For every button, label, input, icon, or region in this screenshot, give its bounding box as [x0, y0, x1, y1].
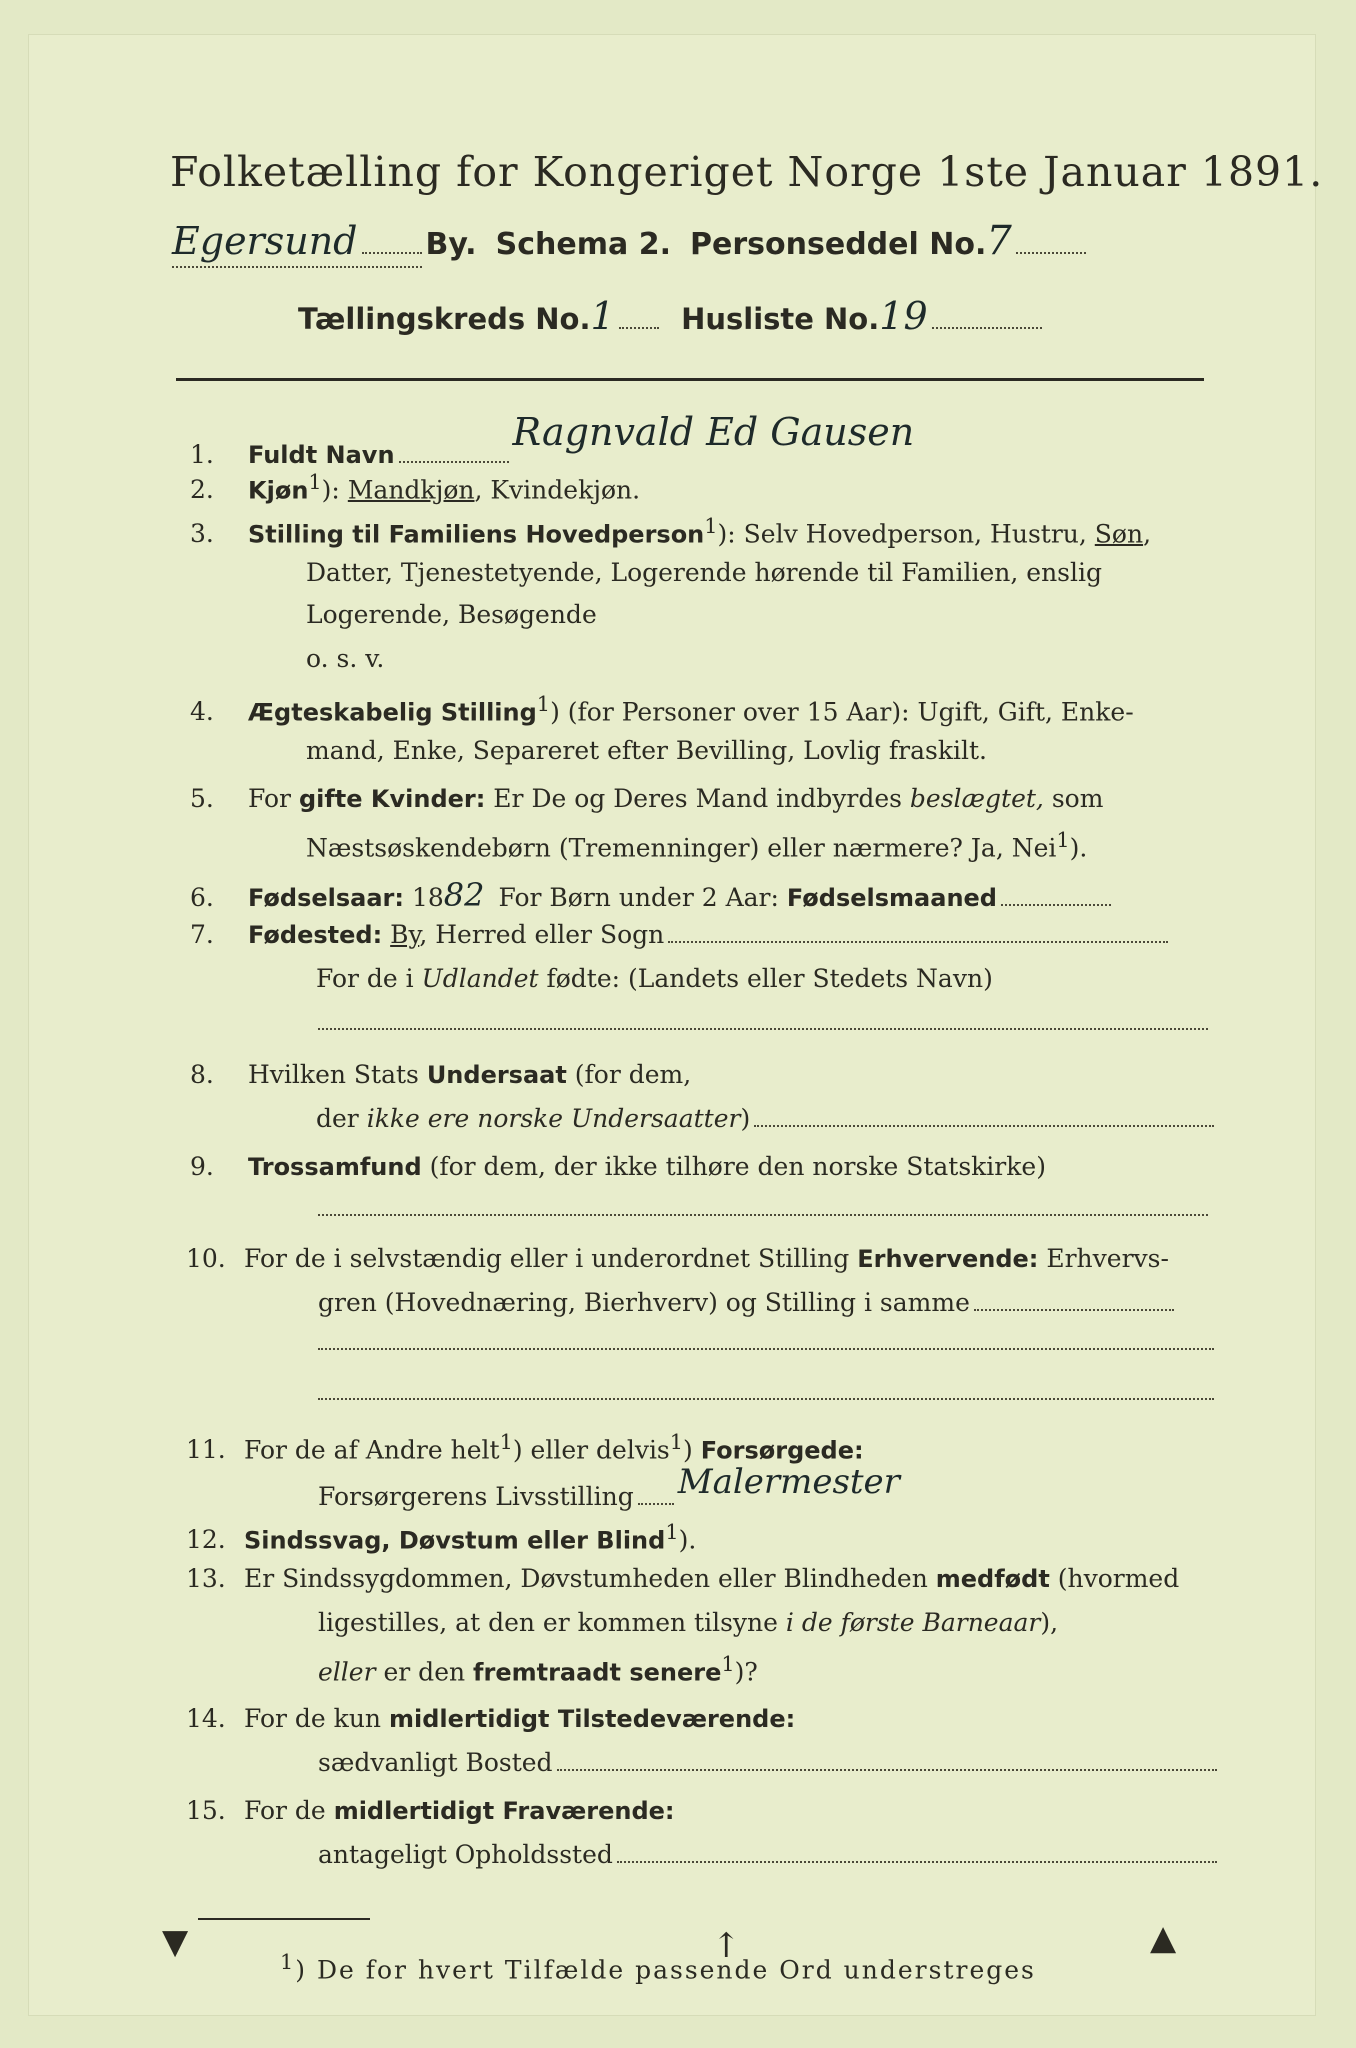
text: (for dem, der ikke tilhøre den norske Statskirke): [421, 1152, 1046, 1181]
form-title: Folketælling for Kongeriget Norge 1ste Januar 1891.: [170, 148, 1324, 196]
birth-year-value: 82: [443, 876, 485, 914]
item-7-line-2: [316, 964, 993, 993]
text: ),: [1040, 1608, 1059, 1637]
text: sædvanligt Bosted: [318, 1748, 553, 1777]
item-5-line-2: [306, 828, 1087, 862]
item-number: 3.: [190, 519, 214, 549]
header-kreds-line: [298, 294, 1046, 338]
text: , Kvindekjøn.: [474, 475, 641, 505]
item-3-line-4: o. s. v.: [306, 644, 385, 673]
item-number: 11.: [186, 1435, 226, 1465]
item-number: 12.: [186, 1525, 226, 1555]
item-number: 2.: [190, 475, 214, 505]
item-11: [186, 1430, 864, 1464]
italic-text: beslægtet,: [909, 784, 1044, 813]
dots: [754, 1124, 1214, 1127]
text: antageligt Opholdssted: [318, 1840, 613, 1869]
item-label: Kjøn: [248, 476, 309, 505]
text: For de kun: [244, 1704, 389, 1733]
husliste-no: 19: [879, 294, 928, 338]
dots: [619, 326, 659, 329]
text: Erhvervs-: [1038, 1244, 1169, 1273]
italic-text: eller: [318, 1657, 376, 1687]
item-13: [186, 1564, 1179, 1593]
dots: [362, 251, 422, 254]
item-label: Fødselsmaaned: [786, 884, 997, 912]
city-handwritten: Egersund: [172, 219, 358, 263]
item-label: Stilling til Familiens Hovedperson: [248, 520, 705, 549]
text: Er De og Deres Mand indbyrdes: [485, 784, 910, 813]
text: For de i: [316, 964, 422, 993]
item-10: [186, 1244, 1169, 1273]
corner-mark-left-icon: ▼: [162, 1922, 189, 1962]
dots: [668, 940, 1168, 943]
item-12: [186, 1520, 696, 1554]
italic-text: Udlandet: [421, 964, 539, 993]
item-4: [190, 692, 1134, 726]
item-label: Fuldt Navn: [248, 441, 395, 469]
text: ): Selv Hovedperson, Hustru,: [717, 519, 1095, 549]
item-3: [190, 514, 1151, 548]
kreds-no: 1: [590, 294, 615, 338]
footnote-ref: 1: [704, 514, 718, 538]
footnote-ref: 1: [669, 1430, 684, 1454]
text: ): [740, 1104, 751, 1133]
text: Forsørgerens Livsstilling: [318, 1482, 634, 1511]
item-number: 13.: [186, 1564, 226, 1593]
item-number: 9.: [190, 1152, 214, 1181]
item-label: Erhvervende:: [857, 1245, 1039, 1273]
text: Næstsøskendebørn (Tremenninger) eller nærmere? Ja, Nei: [306, 833, 1057, 863]
text: fødte: (Landets eller Stedets Navn): [538, 964, 993, 993]
text: , Herred eller Sogn: [419, 920, 665, 949]
item-15-line-2: [318, 1840, 1221, 1869]
text: ).: [678, 1525, 697, 1555]
item-label: Undersaat: [426, 1061, 567, 1089]
item-number: 8.: [190, 1060, 214, 1089]
schema-label: Schema 2.: [495, 227, 671, 262]
item-label: Trossamfund: [248, 1153, 422, 1181]
text: For de: [244, 1796, 334, 1825]
item-6: [190, 876, 1115, 914]
full-name-value: Ragnvald Ed Gausen: [512, 410, 915, 454]
item-label: gifte Kvinder:: [298, 785, 486, 813]
dots: [932, 326, 1042, 329]
italic-text: i de første Barneaar: [785, 1608, 1041, 1637]
header-divider: [176, 378, 1204, 381]
blank-dotted-line: [318, 1028, 1208, 1030]
text: er den: [375, 1657, 474, 1687]
footnote-ref: 1: [308, 470, 322, 494]
footnote: [280, 1950, 1036, 1984]
item-14: [186, 1704, 795, 1733]
item-label: Fødselsaar:: [248, 884, 404, 912]
item-8-line-2: [316, 1104, 1218, 1133]
item-label: Fødested:: [248, 921, 383, 949]
dots: [1016, 251, 1086, 254]
item-14-line-2: [318, 1748, 1221, 1777]
text: gren (Hovednæring, Bierhverv) og Stilling i samme: [318, 1288, 970, 1317]
footnote-ref: 1: [280, 1950, 296, 1974]
text: For: [248, 784, 299, 813]
text: )?: [734, 1657, 758, 1687]
text: Hvilken Stats: [248, 1060, 427, 1089]
option-mandkjon-underlined: Mandkjøn: [347, 475, 475, 505]
dots: [557, 1768, 1217, 1771]
header-city-line: [172, 218, 1090, 264]
item-5: [190, 784, 1103, 813]
text: der: [316, 1104, 367, 1133]
personseddel-no: 7: [986, 218, 1012, 264]
item-3-line-3: Logerende, Besøgende: [306, 600, 597, 629]
option-by-underlined: By: [390, 920, 420, 949]
item-15: [186, 1796, 675, 1825]
dots: [638, 1502, 674, 1505]
text: ) (for Personer over 15 Aar): Ugift, Gift, Enke-: [550, 697, 1134, 727]
item-8: [190, 1060, 691, 1089]
item-label: Sindssvag, Døvstum eller Blind: [244, 1526, 666, 1555]
text: For de af Andre helt: [244, 1435, 500, 1465]
text: som: [1043, 784, 1104, 813]
item-number: 14.: [186, 1704, 226, 1733]
blank-dotted-line: [318, 1348, 1214, 1350]
city-dots: [172, 266, 422, 268]
text: Er Sindssygdommen, Døvstumheden eller Blindheden: [244, 1564, 936, 1593]
item-2: [190, 470, 640, 504]
text: ) eller delvis: [512, 1435, 670, 1465]
blank-dotted-line: [318, 1214, 1208, 1216]
footnote-ref: 1: [721, 1652, 735, 1676]
footnote-text: ) De for hvert Tilfælde passende Ord understreges: [295, 1955, 1036, 1985]
text: (for dem,: [566, 1060, 692, 1089]
item-1: [190, 410, 915, 472]
item-13-line-3: [318, 1652, 758, 1686]
item-label: Ægteskabelig Stilling: [248, 698, 537, 727]
item-number: 5.: [190, 784, 214, 813]
footnote-ref: 1: [1056, 828, 1070, 852]
item-number: 6.: [190, 883, 214, 912]
text: ,: [1143, 519, 1152, 549]
item-10-line-2: [318, 1288, 1178, 1317]
item-4-line-2: mand, Enke, Separeret efter Bevilling, Lovlig fraskilt.: [306, 736, 987, 765]
option-son-underlined: Søn: [1094, 519, 1144, 549]
item-label: midlertidigt Tilstedeværende:: [388, 1705, 796, 1733]
personseddel-label: Personseddel No.: [690, 227, 987, 262]
item-label: fremtraadt senere: [473, 1658, 722, 1687]
corner-mark-right-icon: ▲: [1150, 1918, 1177, 1958]
kreds-label: Tællingskreds No.: [298, 302, 591, 336]
item-11-line-2: [318, 1462, 900, 1514]
dots: [399, 460, 509, 463]
dots: [974, 1308, 1174, 1311]
text: ligestilles, at den er kommen tilsyne: [318, 1608, 786, 1637]
text: (hvormed: [1049, 1564, 1180, 1593]
italic-text: ikke ere norske Undersaatter: [366, 1104, 741, 1133]
text: For de i selvstændig eller i underordnet Stilling: [244, 1244, 858, 1273]
text: 18: [404, 883, 444, 912]
item-number: 7.: [190, 920, 214, 949]
item-number: 10.: [186, 1244, 226, 1273]
item-number: 15.: [186, 1796, 226, 1825]
footnote-ref: 1: [665, 1520, 679, 1544]
item-7: [190, 920, 1172, 949]
text: ): [683, 1435, 701, 1465]
text: For Børn under 2 Aar:: [498, 883, 787, 912]
dots: [617, 1860, 1217, 1863]
dots: [1001, 903, 1111, 906]
footnote-ref: 1: [536, 692, 551, 716]
item-13-line-2: [318, 1608, 1058, 1637]
text: ).: [1069, 833, 1088, 863]
husliste-label: Husliste No.: [681, 302, 880, 336]
item-label: medfødt: [935, 1565, 1050, 1593]
blank-dotted-line: [318, 1398, 1214, 1400]
footnote-ref: 1: [499, 1430, 513, 1454]
item-label: Forsørgede:: [700, 1436, 864, 1465]
footnote-divider: [198, 1918, 370, 1920]
corner-mark-center-icon: ↑: [712, 1926, 741, 1966]
item-3-line-2: Datter, Tjenestetyende, Logerende hørende til Familien, enslig: [306, 558, 1103, 587]
item-number: 1.: [190, 440, 214, 469]
by-label: By.: [425, 227, 477, 262]
item-9: [190, 1152, 1046, 1181]
provider-occupation-value: Malermester: [677, 1462, 900, 1502]
item-label: midlertidigt Fraværende:: [333, 1797, 675, 1825]
item-number: 4.: [190, 697, 214, 727]
text: ):: [321, 475, 340, 505]
